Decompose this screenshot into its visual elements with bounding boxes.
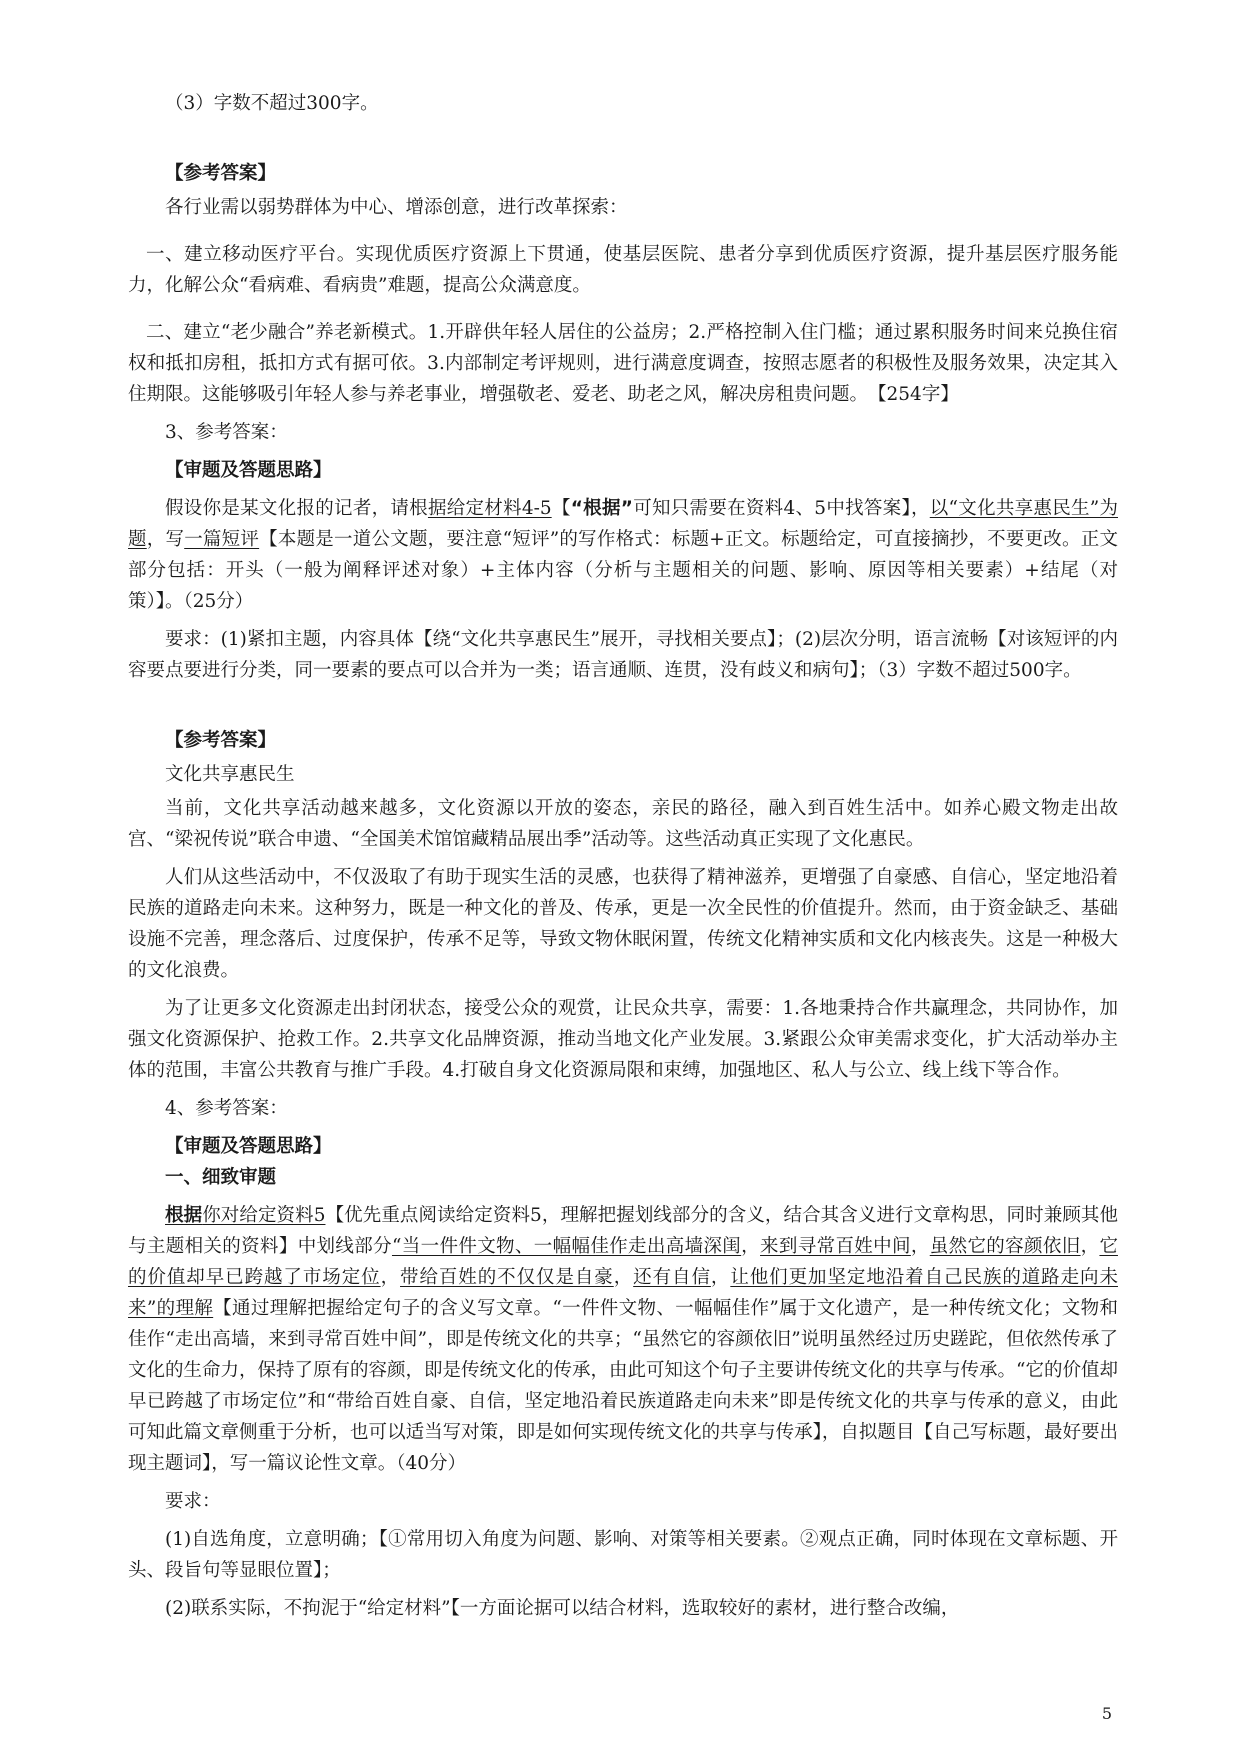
requirement-word-limit: （3）字数不超过300字。 bbox=[165, 93, 379, 114]
reference-answer-heading: 【参考答案】 bbox=[165, 163, 277, 184]
section-subheading: 一、细致审题 bbox=[165, 1167, 277, 1188]
essay-paragraph-3: 为了让更多文化资源走出封闭状态，接受公众的观赏，让民众共享，需要：1.各地秉持合作共赢理念，共同协作，加强文化资源保护、抢救工作。2.共享文化品牌资源，推动当地文化产业发展。3.紧跟公众审美需求变化，扩大活动举办主体的范围，丰富公共教育与推广手段。4.打破自身文化资源局限和束缚，加强地区、私人与公立、线上线下等合作。 bbox=[128, 998, 1118, 1081]
question-4-prompt: 根据你对给定资料5【优先重点阅读给定资料5，理解把握划线部分的含义，结合其含义进行文章构思，同时兼顾其他与主题相关的资料】中划线部分“当一件件文物、一幅幅佳作走出高墙深闺，来到寻常百姓中间，虽然它的容颜依旧，它的价值却早已跨越了市场定位，带给百姓的不仅仅是自豪，还有自信，让他们更加坚定地沿着自己民族的道路走向未来”的理解【通过理解把握给定句子的含义写文章。“一件件文物、一幅幅佳作”属于文化遗产，是一种传统文化；文物和佳作“走出高墙，来到寻常百姓中间”，即是传统文化的共享；“虽然它的容颜依旧”说明虽然经过历史蹉跎，但依然传承了文化的生命力，保持了原有的容颜，即是传统文化的传承，由此可知这个句子主要讲传统文化的共享与传承。“它的价值却早已跨越了市场定位”和“带给百姓自豪、自信，坚定地沿着民族道路走向未来”即是传统文化的共享与传承的意义，由此可知此篇文章侧重于分析，也可以适当写对策，即是如何实现传统文化的共享与传承】，自拟题目【自己写标题，最好要出现主题词】，写一篇议论性文章。（40分） bbox=[128, 1205, 1118, 1474]
analysis-heading: 【审题及答题思路】 bbox=[165, 460, 332, 481]
document-page bbox=[128, 88, 1118, 1624]
essay-paragraph-2: 人们从这些活动中，不仅汲取了有助于现实生活的灵感，也获得了精神滋养，更增强了自豪感、自信心，坚定地沿着民族的道路走向未来。这种努力，既是一种文化的普及、传承，更是一次全民性的价值提升。然而，由于资金缺乏、基础设施不完善，理念落后、过度保护，传承不足等，导致文物休眠闲置，传统文化精神实质和文化内核丧失。这是一种极大的文化浪费。 bbox=[128, 867, 1118, 981]
essay-paragraph-1: 当前，文化共享活动越来越多，文化资源以开放的姿态，亲民的路径，融入到百姓生活中。如养心殿文物走出故宫、“梁祝传说”联合申遗、“全国美术馆馆藏精品展出季”活动等。这些活动真正实现了文化惠民。 bbox=[128, 798, 1118, 850]
question-3-prompt: 假设你是某文化报的记者，请根据给定材料4-5【“根据”可知只需要在资料4、5中找答案】，以“文化共享惠民生”为题，写一篇短评【本题是一道公文题，要注意“短评”的写作格式：标题+正文。标题给定，可直接摘抄，不要更改。正文部分包括：开头（一般为阐释评述对象）+主体内容（分析与主题相关的问题、影响、原因等相关要素）+结尾（对策）】。（25分） bbox=[128, 498, 1118, 612]
answer-point-2: 二、建立“老少融合”养老新模式。1.开辟供年轻人居住的公益房；2.严格控制入住门槛；通过累积服务时间来兑换住宿权和抵扣房租，抵扣方式有据可依。3.内部制定考评规则，进行满意度调查，按照志愿者的积极性及服务效果，决定其入住期限。这能够吸引年轻人参与养老事业，增强敬老、爱老、助老之风，解决房租贵问题。 【254字】 bbox=[128, 322, 1118, 405]
analysis-heading: 【审题及答题思路】 bbox=[165, 1136, 332, 1157]
essay-title: 文化共享惠民生 bbox=[165, 764, 295, 785]
question-4-number: 4、参考答案： bbox=[165, 1098, 288, 1119]
requirement-2: (2)联系实际，不拘泥于“给定材料”【一方面论据可以结合材料，选取较好的素材，进行整合改编， bbox=[165, 1598, 960, 1619]
answer-point-1: 一、建立移动医疗平台。实现优质医疗资源上下贯通，使基层医院、患者分享到优质医疗资源，提升基层医疗服务能力，化解公众“看病难、看病贵”难题，提高公众满意度。 bbox=[128, 244, 1118, 296]
question-3-number: 3、参考答案： bbox=[165, 422, 288, 443]
question-3-requirements: 要求：(1)紧扣主题，内容具体【绕“文化共享惠民生”展开，寻找相关要点】；(2)层次分明，语言流畅【对该短评的内容要点要进行分类，同一要素的要点可以合并为一类；语言通顺、连贯，没有歧义和病句】；（3）字数不超过500字。 bbox=[128, 629, 1118, 681]
reference-answer-heading: 【参考答案】 bbox=[165, 730, 277, 751]
requirement-1: (1)自选角度，立意明确；【①常用切入角度为问题、影响、对策等相关要素。②观点正确，同时体现在文章标题、开头、段旨句等显眼位置】； bbox=[128, 1529, 1118, 1581]
page-number: 5 bbox=[1101, 1704, 1112, 1723]
answer-intro: 各行业需以弱势群体为中心、增添创意，进行改革探索： bbox=[165, 197, 628, 218]
requirements-label: 要求： bbox=[165, 1491, 221, 1512]
